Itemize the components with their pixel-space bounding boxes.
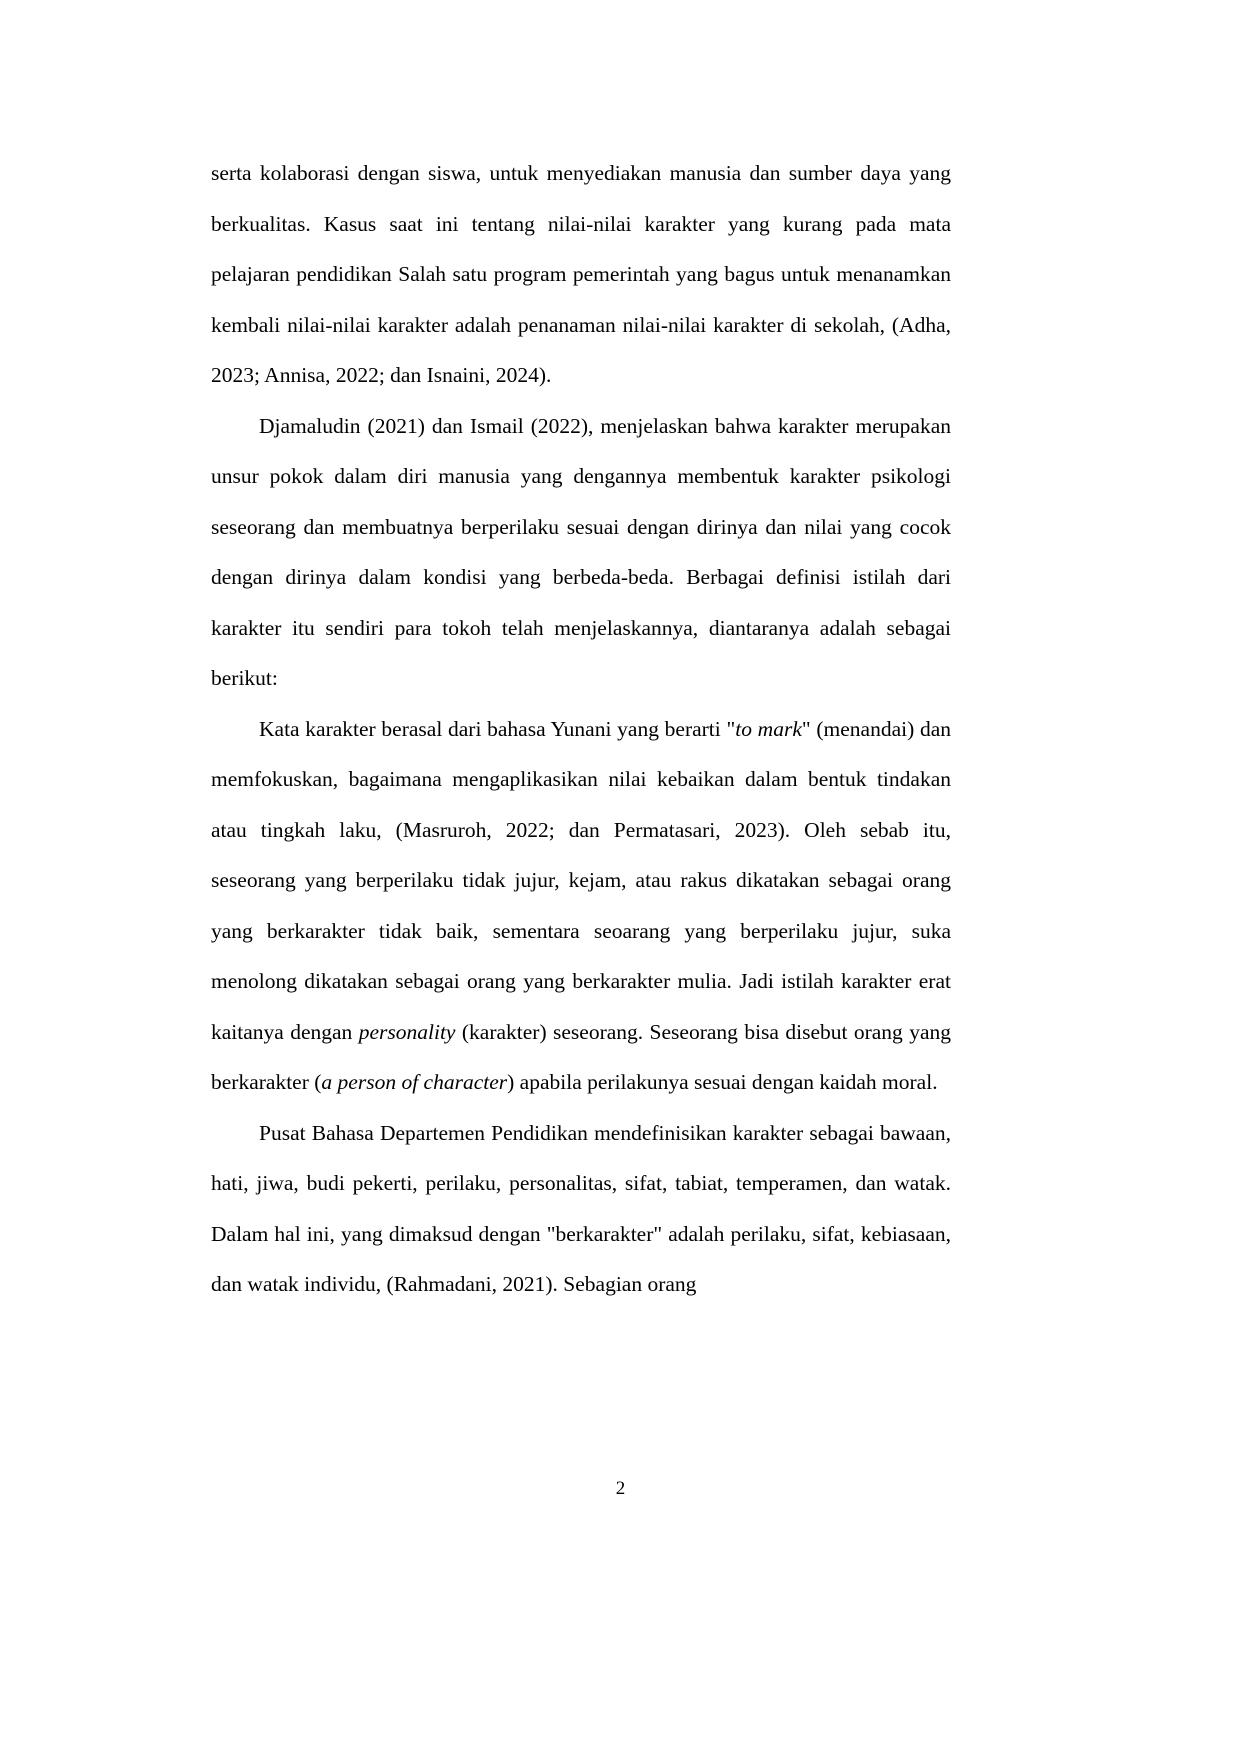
- paragraph-3-run-2-italic: to mark: [735, 716, 802, 741]
- paragraph-3-run-6-italic: a person of character: [321, 1070, 508, 1094]
- paragraph-1-text: serta kolaborasi dengan siswa, untuk menyediakan manusia dan sumber daya yang berkualitas. Kasus saat ini tentang nilai-nilai karakter yang kurang pada mata pelajaran pendidikan Salah satu program pemerintah yang bagus untuk menanamkan kembali nilai-nilai karakter adalah penanaman nilai-nilai karakter di sekolah, (Adha, 2023; Annisa, 2022; dan Isnaini, 2024).: [211, 161, 951, 387]
- page-number: 2: [615, 1478, 626, 1499]
- paragraph-3-run-7: ) apabila perilakunya sesuai dengan kaidah moral.: [507, 1070, 938, 1094]
- paragraph-3-run-4-italic: personality: [358, 1019, 456, 1044]
- paragraph-3: [211, 704, 951, 1108]
- paragraph-3-run-5: (karakter) seseorang. Seseorang bisa disebut orang yang berkarakter (: [211, 1019, 951, 1094]
- paragraph-4: [211, 1108, 951, 1310]
- paragraph-2-text: Djamaludin (2021) dan Ismail (2022), menjelaskan bahwa karakter merupakan unsur pokok dalam diri manusia yang dengannya membentuk karakter psikologi seseorang dan membuatnya berperilaku sesuai dengan dirinya dan nilai yang cocok dengan dirinya dalam kondisi yang berbeda-beda. Berbagai definisi istilah dari karakter itu sendiri para tokoh telah menjelaskannya, diantaranya adalah sebagai berikut:: [211, 413, 951, 690]
- paragraph-2: [211, 401, 951, 704]
- page-body: [211, 148, 951, 1310]
- paragraph-3-run-1: Kata karakter berasal dari bahasa Yunani yang berarti ": [259, 716, 736, 741]
- paragraph-3-run-3: " (menandai) dan memfokuskan, bagaimana mengaplikasikan nilai kebaikan dalam bentuk tindakan atau tingkah laku, (Masruroh, 2022; dan Permatasari, 2023). Oleh sebab itu, seseorang yang berperilaku tidak jujur, kejam, atau rakus dikatakan sebagai orang yang berkarakter tidak baik, sementara seoarang yang berperilaku jujur, suka menolong dikatakan sebagai orang yang berkarakter mulia. Jadi istilah karakter erat kaitanya dengan: [211, 716, 952, 1044]
- paragraph-1: [211, 148, 951, 401]
- paragraph-4-text: Pusat Bahasa Departemen Pendidikan mendefinisikan karakter sebagai bawaan, hati, jiwa, budi pekerti, perilaku, personalitas, sifat, tabiat, temperamen, dan watak. Dalam hal ini, yang dimaksud dengan "berkarakter" adalah perilaku, sifat, kebiasaan, dan watak individu, (Rahmadani, 2021). Sebagian orang: [211, 1120, 951, 1296]
